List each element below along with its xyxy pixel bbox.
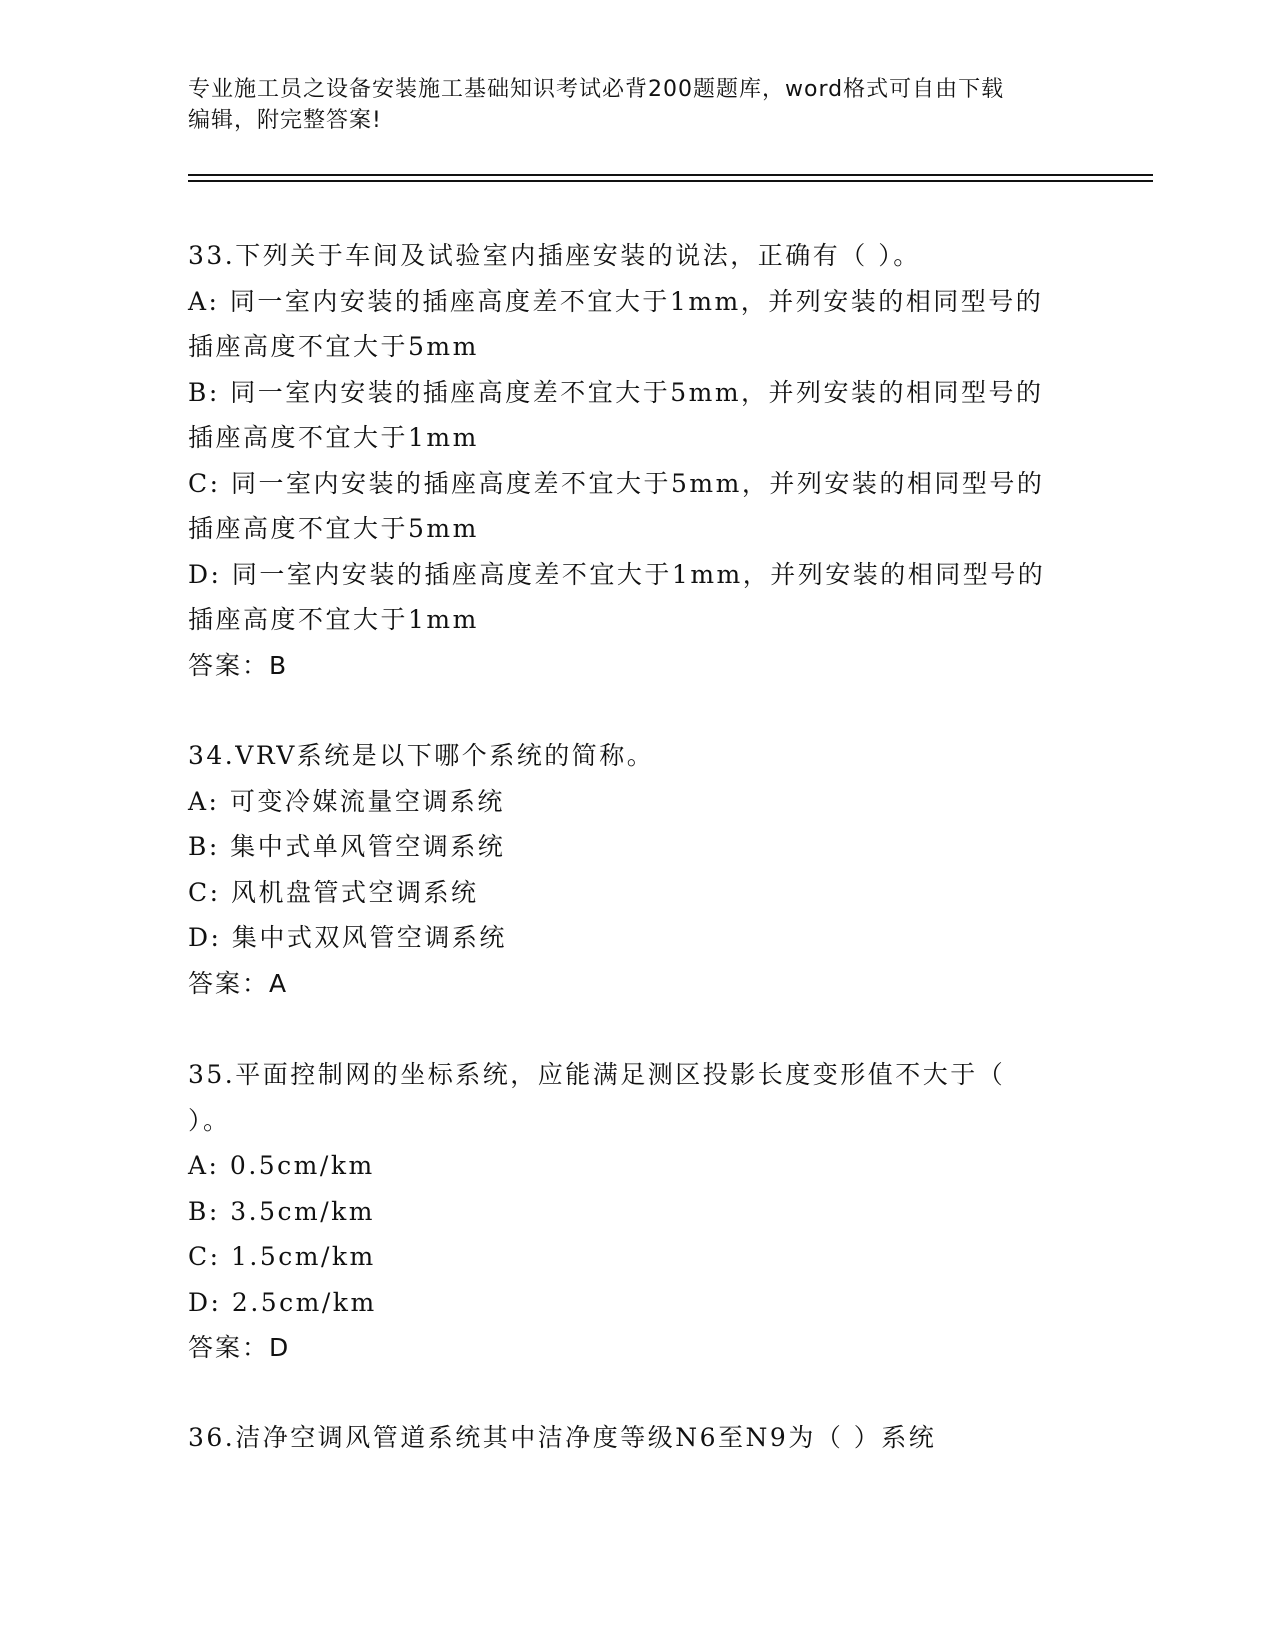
header-line-2: 编辑，附完整答案! [188, 108, 382, 133]
option-c: C: 风机盘管式空调系统 [188, 877, 479, 907]
option-b: B: 3.5cm/km [188, 1196, 375, 1226]
option-c: C: 1.5cm/km [188, 1242, 376, 1271]
question-stem-continued: ）。 [188, 1105, 231, 1135]
option-b: B: 同一室内安装的插座高度差不宜大于5mm，并列安装的相同型号的 [188, 377, 1044, 407]
question-stem: 33.下列关于车间及试验室内插座安装的说法，正确有（ ）。 [188, 241, 921, 270]
option-d: D: 2.5cm/km [188, 1287, 377, 1317]
answer-label: 答案：D [188, 1333, 291, 1362]
header-divider-bottom [188, 180, 1153, 182]
question-35 [188, 1052, 1088, 1371]
option-d-continued: 插座高度不宜大于1mm [188, 605, 479, 634]
option-a: A: 可变冷媒流量空调系统 [188, 786, 505, 816]
option-a: A: 同一室内安装的插座高度差不宜大于1mm，并列安装的相同型号的 [188, 286, 1044, 316]
option-d: D: 集中式双风管空调系统 [188, 923, 507, 952]
option-a-continued: 插座高度不宜大于5mm [188, 332, 479, 361]
option-b: B: 集中式单风管空调系统 [188, 832, 506, 861]
document-header [188, 74, 1088, 136]
option-c-continued: 插座高度不宜大于5mm [188, 514, 479, 543]
question-36 [188, 1415, 1088, 1461]
question-33 [188, 233, 1088, 688]
option-d: D: 同一室内安装的插座高度差不宜大于1mm，并列安装的相同型号的 [188, 559, 1046, 589]
answer-label: 答案：A [188, 968, 289, 998]
option-b-continued: 插座高度不宜大于1mm [188, 423, 479, 452]
question-stem: 34.VRV系统是以下哪个系统的简称。 [188, 741, 655, 770]
answer-label: 答案：B [188, 650, 289, 680]
question-stem: 36.洁净空调风管道系统其中洁净度等级N6至N9为（ ）系统 [188, 1423, 937, 1452]
question-34 [188, 733, 1088, 1006]
option-c: C: 同一室内安装的插座高度差不宜大于5mm，并列安装的相同型号的 [188, 468, 1045, 498]
header-divider-top [188, 174, 1153, 176]
question-stem: 35.平面控制网的坐标系统，应能满足测区投影长度变形值不大于（ [188, 1060, 1006, 1089]
option-a: A: 0.5cm/km [188, 1151, 375, 1180]
header-line-1: 专业施工员之设备安装施工基础知识考试必背200题题库，word格式可自由下载 [188, 77, 1005, 102]
